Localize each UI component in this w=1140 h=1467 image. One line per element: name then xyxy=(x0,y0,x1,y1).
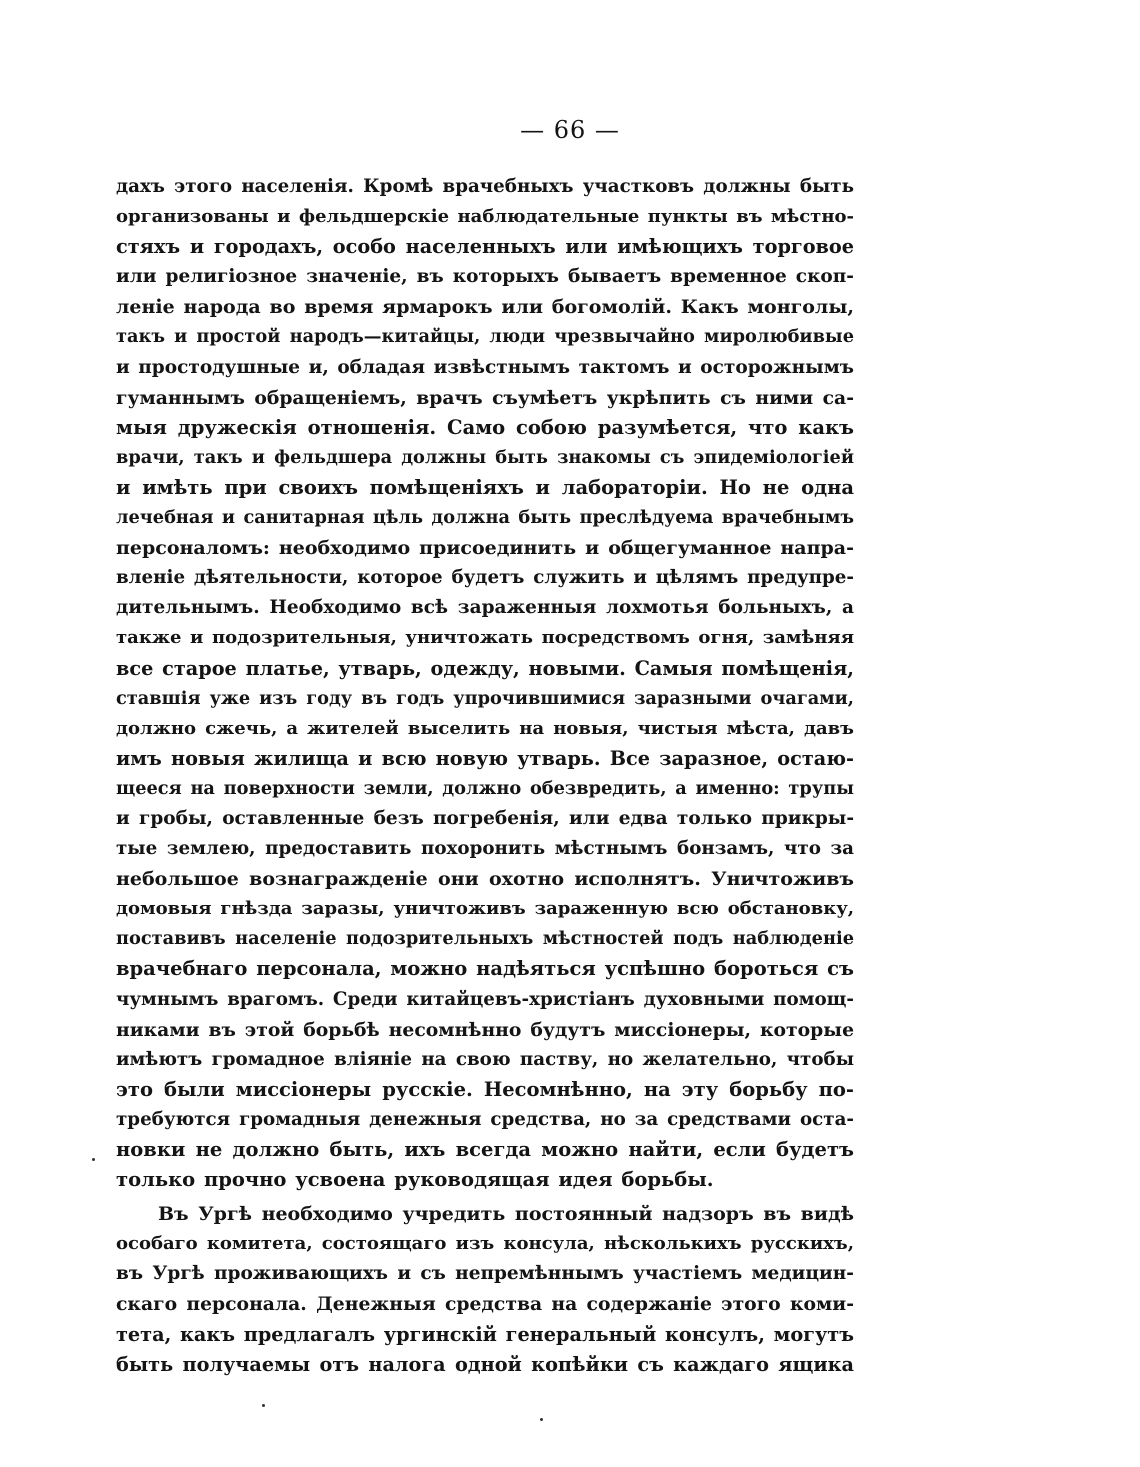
text-line: дительнымъ. Необходимо всѣ зараженныя лохмотья больныхъ, а xyxy=(116,597,854,619)
text-line: мыя дружескія отношенія. Само собою разумѣется, что какъ xyxy=(116,415,854,439)
text-line: небольшое вознагражденіе они охотно исполнятъ. Уничтоживъ xyxy=(116,868,854,891)
text-line: въ Ургѣ проживающихъ и съ непремѣннымъ участіемъ медицин- xyxy=(116,1263,854,1285)
text-line: стяхъ и городахъ, особо населенныхъ или имѣющихъ торговое xyxy=(116,235,854,259)
text-line: вленіе дѣятельности, которое будетъ служить и цѣлямъ предупре- xyxy=(116,567,854,589)
text-line: никами въ этой борьбѣ несомнѣнно будутъ миссіонеры, которые xyxy=(116,1018,854,1041)
scan-speck xyxy=(262,1404,265,1407)
text-line: лечебная и санитарная цѣль должна быть преслѣдуема врачебнымъ xyxy=(116,507,854,529)
text-line: персоналомъ: необходимо присоединить и общегуманное напра- xyxy=(116,537,854,560)
text-line: врачебнаго персонала, можно надѣяться успѣшно бороться съ xyxy=(116,957,854,981)
scan-speck xyxy=(540,1418,543,1421)
paragraph-1 xyxy=(116,172,854,1195)
text-line: дахъ этого населенія. Кромѣ врачебныхъ участковъ должны быть xyxy=(116,176,854,197)
text-line: и имѣть при своихъ помѣщеніяхъ и лабораторіи. Но не одна xyxy=(116,475,854,499)
text-line: Въ Ургѣ необходимо учредить постоянный надзоръ въ видѣ xyxy=(158,1203,854,1226)
text-line: и гробы, оставленные безъ погребенія, или едва только прикры- xyxy=(116,807,854,829)
text-line: тета, какъ предлагалъ ургинскій генеральный консулъ, могутъ xyxy=(116,1322,854,1346)
text-line: такъ и простой народъ—китайцы, люди чрезвычайно миролюбивые xyxy=(116,326,854,348)
scan-speck xyxy=(92,1158,95,1161)
text-line: имѣютъ громадное вліяніе на свою паству, но желательно, чтобы xyxy=(116,1048,854,1070)
text-line: имъ новыя жилища и всю новую утварь. Все заразное, остаю- xyxy=(116,746,854,770)
text-line: щееся на поверхности земли, должно обезвредить, а именно: трупы xyxy=(116,777,854,799)
text-line: особаго комитета, состоящаго изъ консула, нѣсколькихъ русскихъ, xyxy=(116,1233,854,1255)
text-line: тые землею, предоставить похоронить мѣстнымъ бонзамъ, что за xyxy=(116,838,854,860)
text-line: новки не должно быть, ихъ всегда можно найти, если будетъ xyxy=(116,1138,854,1161)
body-text xyxy=(116,172,854,1380)
paragraph-2 xyxy=(116,1199,854,1380)
text-line: быть получаемы отъ налога одной копѣйки съ каждаго ящика xyxy=(116,1352,854,1376)
text-line: должно сжечь, а жителей выселить на новыя, чистыя мѣста, давъ xyxy=(116,717,854,739)
text-line: требуются громадныя денежныя средства, но за средствами оста- xyxy=(116,1108,854,1130)
text-line: только прочно усвоена руководящая идея борьбы. xyxy=(116,1168,714,1192)
text-line: это были миссіонеры русскіе. Несомнѣнно, на эту борьбу по- xyxy=(116,1077,854,1101)
text-line: врачи, такъ и фельдшера должны быть знакомы съ эпидеміологіей xyxy=(116,446,854,468)
text-line: ставшія уже изъ году въ годъ упрочившимися заразными очагами, xyxy=(116,687,854,709)
text-line: скаго персонала. Денежныя средства на содержаніе этого коми- xyxy=(116,1293,854,1316)
page-number: — 66 — xyxy=(520,116,620,144)
text-line: также и подозрительныя, уничтожать посредствомъ огня, замѣняя xyxy=(116,627,854,649)
text-line: и простодушные и, обладая извѣстнымъ тактомъ и осторожнымъ xyxy=(116,356,854,378)
text-line: гуманнымъ обращеніемъ, врачъ съумѣетъ укрѣпить съ ними са- xyxy=(116,386,854,409)
text-line: леніе народа во время ярмарокъ или богомолій. Какъ монголы, xyxy=(116,296,854,319)
text-line: поставивъ населеніе подозрительныхъ мѣстностей подъ наблюденіе xyxy=(116,928,854,950)
text-line: организованы и фельдшерскіе наблюдательные пункты въ мѣстно- xyxy=(116,206,854,228)
text-line: домовыя гнѣзда заразы, уничтоживъ зараженную всю обстановку, xyxy=(116,898,854,920)
text-line: или религіозное значеніе, въ которыхъ бываетъ временное скоп- xyxy=(116,266,854,288)
text-line: чумнымъ врагомъ. Среди китайцевъ-христіанъ духовными помощ- xyxy=(116,988,854,1010)
text-line: все старое платье, утварь, одежду, новыми. Самыя помѣщенія, xyxy=(116,656,854,680)
